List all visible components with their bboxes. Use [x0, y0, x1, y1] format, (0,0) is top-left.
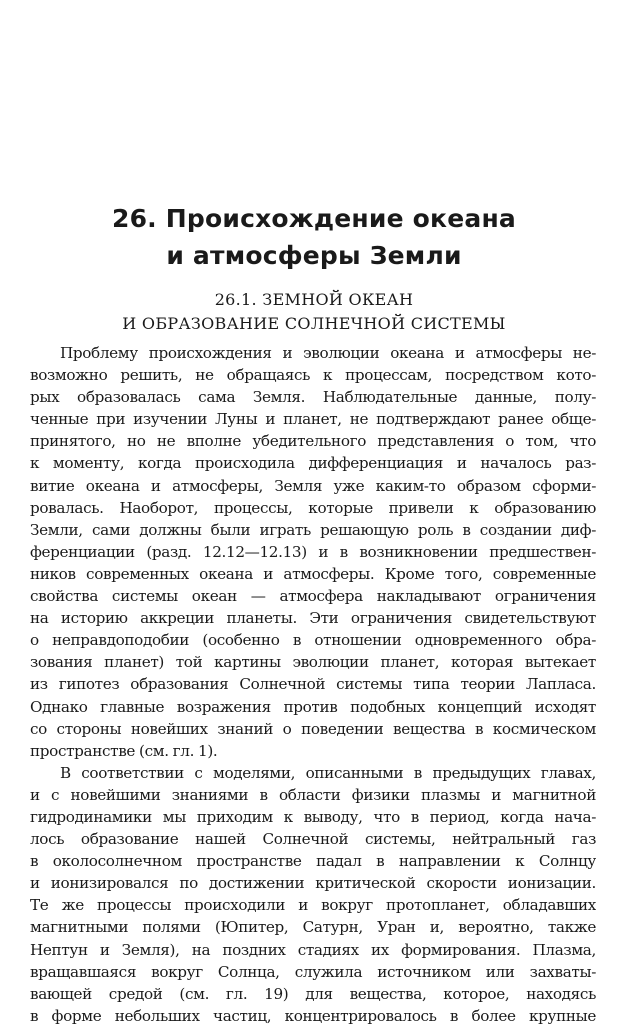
chapter-title — [0, 200, 628, 274]
text-line: и ионизировался по достижении критической скорости ионизации. — [30, 874, 596, 893]
text-line: В соответствии с моделями, описанными в предыдущих главах, — [60, 763, 596, 782]
text-line: ченные при изучении Луны и планет, не подтверждают ранее обще- — [30, 410, 596, 429]
text-line: и с новейшими знаниями в области физики плазмы и магнитной — [30, 785, 596, 804]
text-line: ференциации (разд. 12.12—12.13) и в возникновении предшествен- — [30, 542, 596, 561]
text-line: Земли, сами должны были играть решающую роль в создании диф- — [30, 520, 596, 539]
text-line: на историю аккреции планеты. Эти ограничения свидетельствуют — [30, 609, 596, 628]
text-line: из гипотез образования Солнечной системы типа теории Лапласа. — [30, 675, 596, 694]
text-line: Однако главные возражения против подобных концепций исходят — [30, 697, 596, 716]
paragraph-2 — [30, 762, 596, 1027]
section-title — [0, 288, 628, 336]
text-line: о неправдоподобии (особенно в отношении одновременного обра- — [30, 631, 596, 650]
section-title-line-2: И ОБРАЗОВАНИЕ СОЛНЕЧНОЙ СИСТЕМЫ — [122, 314, 506, 333]
text-line: лось образование нашей Солнечной системы, нейтральный газ — [30, 830, 596, 849]
text-line: гидродинамики мы приходим к выводу, что в период, когда нача- — [30, 807, 596, 826]
text-line: принятого, но не вполне убедительного представления о том, что — [30, 432, 596, 451]
body-text — [30, 342, 596, 1027]
text-line: со стороны новейших знаний о поведении вещества в космическом — [30, 719, 596, 738]
text-line: витие океана и атмосферы, Земля уже каким-то образом сформи- — [30, 476, 596, 495]
text-line: Проблему происхождения и эволюции океана и атмосферы не- — [60, 344, 596, 362]
text-line: магнитными полями (Юпитер, Сатурн, Уран и, вероятно, также — [30, 918, 596, 937]
text-line: пространстве (см. гл. 1). — [30, 741, 218, 760]
chapter-title-line-1: 26. Происхождение океана — [111, 204, 516, 233]
text-line: Те же процессы происходили и вокруг протопланет, обладавших — [30, 896, 596, 915]
text-line: свойства системы океан — атмосфера накладывают ограничения — [30, 587, 596, 606]
text-line: зования планет) той картины эволюции планет, которая вытекает — [30, 653, 596, 672]
paragraph-1 — [30, 342, 596, 762]
text-line: в форме небольших частиц, концентрировалось в более крупные — [30, 1006, 596, 1025]
text-line: Нептун и Земля), на поздних стадиях их формирования. Плазма, — [30, 940, 596, 959]
chapter-title-line-2: и атмосферы Земли — [166, 241, 462, 270]
text-line: вающей средой (см. гл. 19) для вещества, которое, находясь — [30, 984, 596, 1003]
text-line: к моменту, когда происходила дифференциация и началось раз- — [30, 454, 596, 473]
text-line: ровалась. Наоборот, процессы, которые привели к образованию — [30, 498, 596, 517]
text-line: рых образовалась сама Земля. Наблюдательные данные, полу- — [30, 388, 596, 407]
section-title-line-1: 26.1. ЗЕМНОЙ ОКЕАН — [214, 290, 414, 309]
text-line: ников современных океана и атмосферы. Кроме того, современные — [30, 564, 596, 583]
text-line: возможно решить, не обращаясь к процессам, посредством кото- — [30, 366, 596, 385]
text-line: вращавшаяся вокруг Солнца, служила источником или захваты- — [30, 962, 596, 981]
text-line: в околосолнечном пространстве падал в направлении к Солнцу — [30, 852, 596, 871]
